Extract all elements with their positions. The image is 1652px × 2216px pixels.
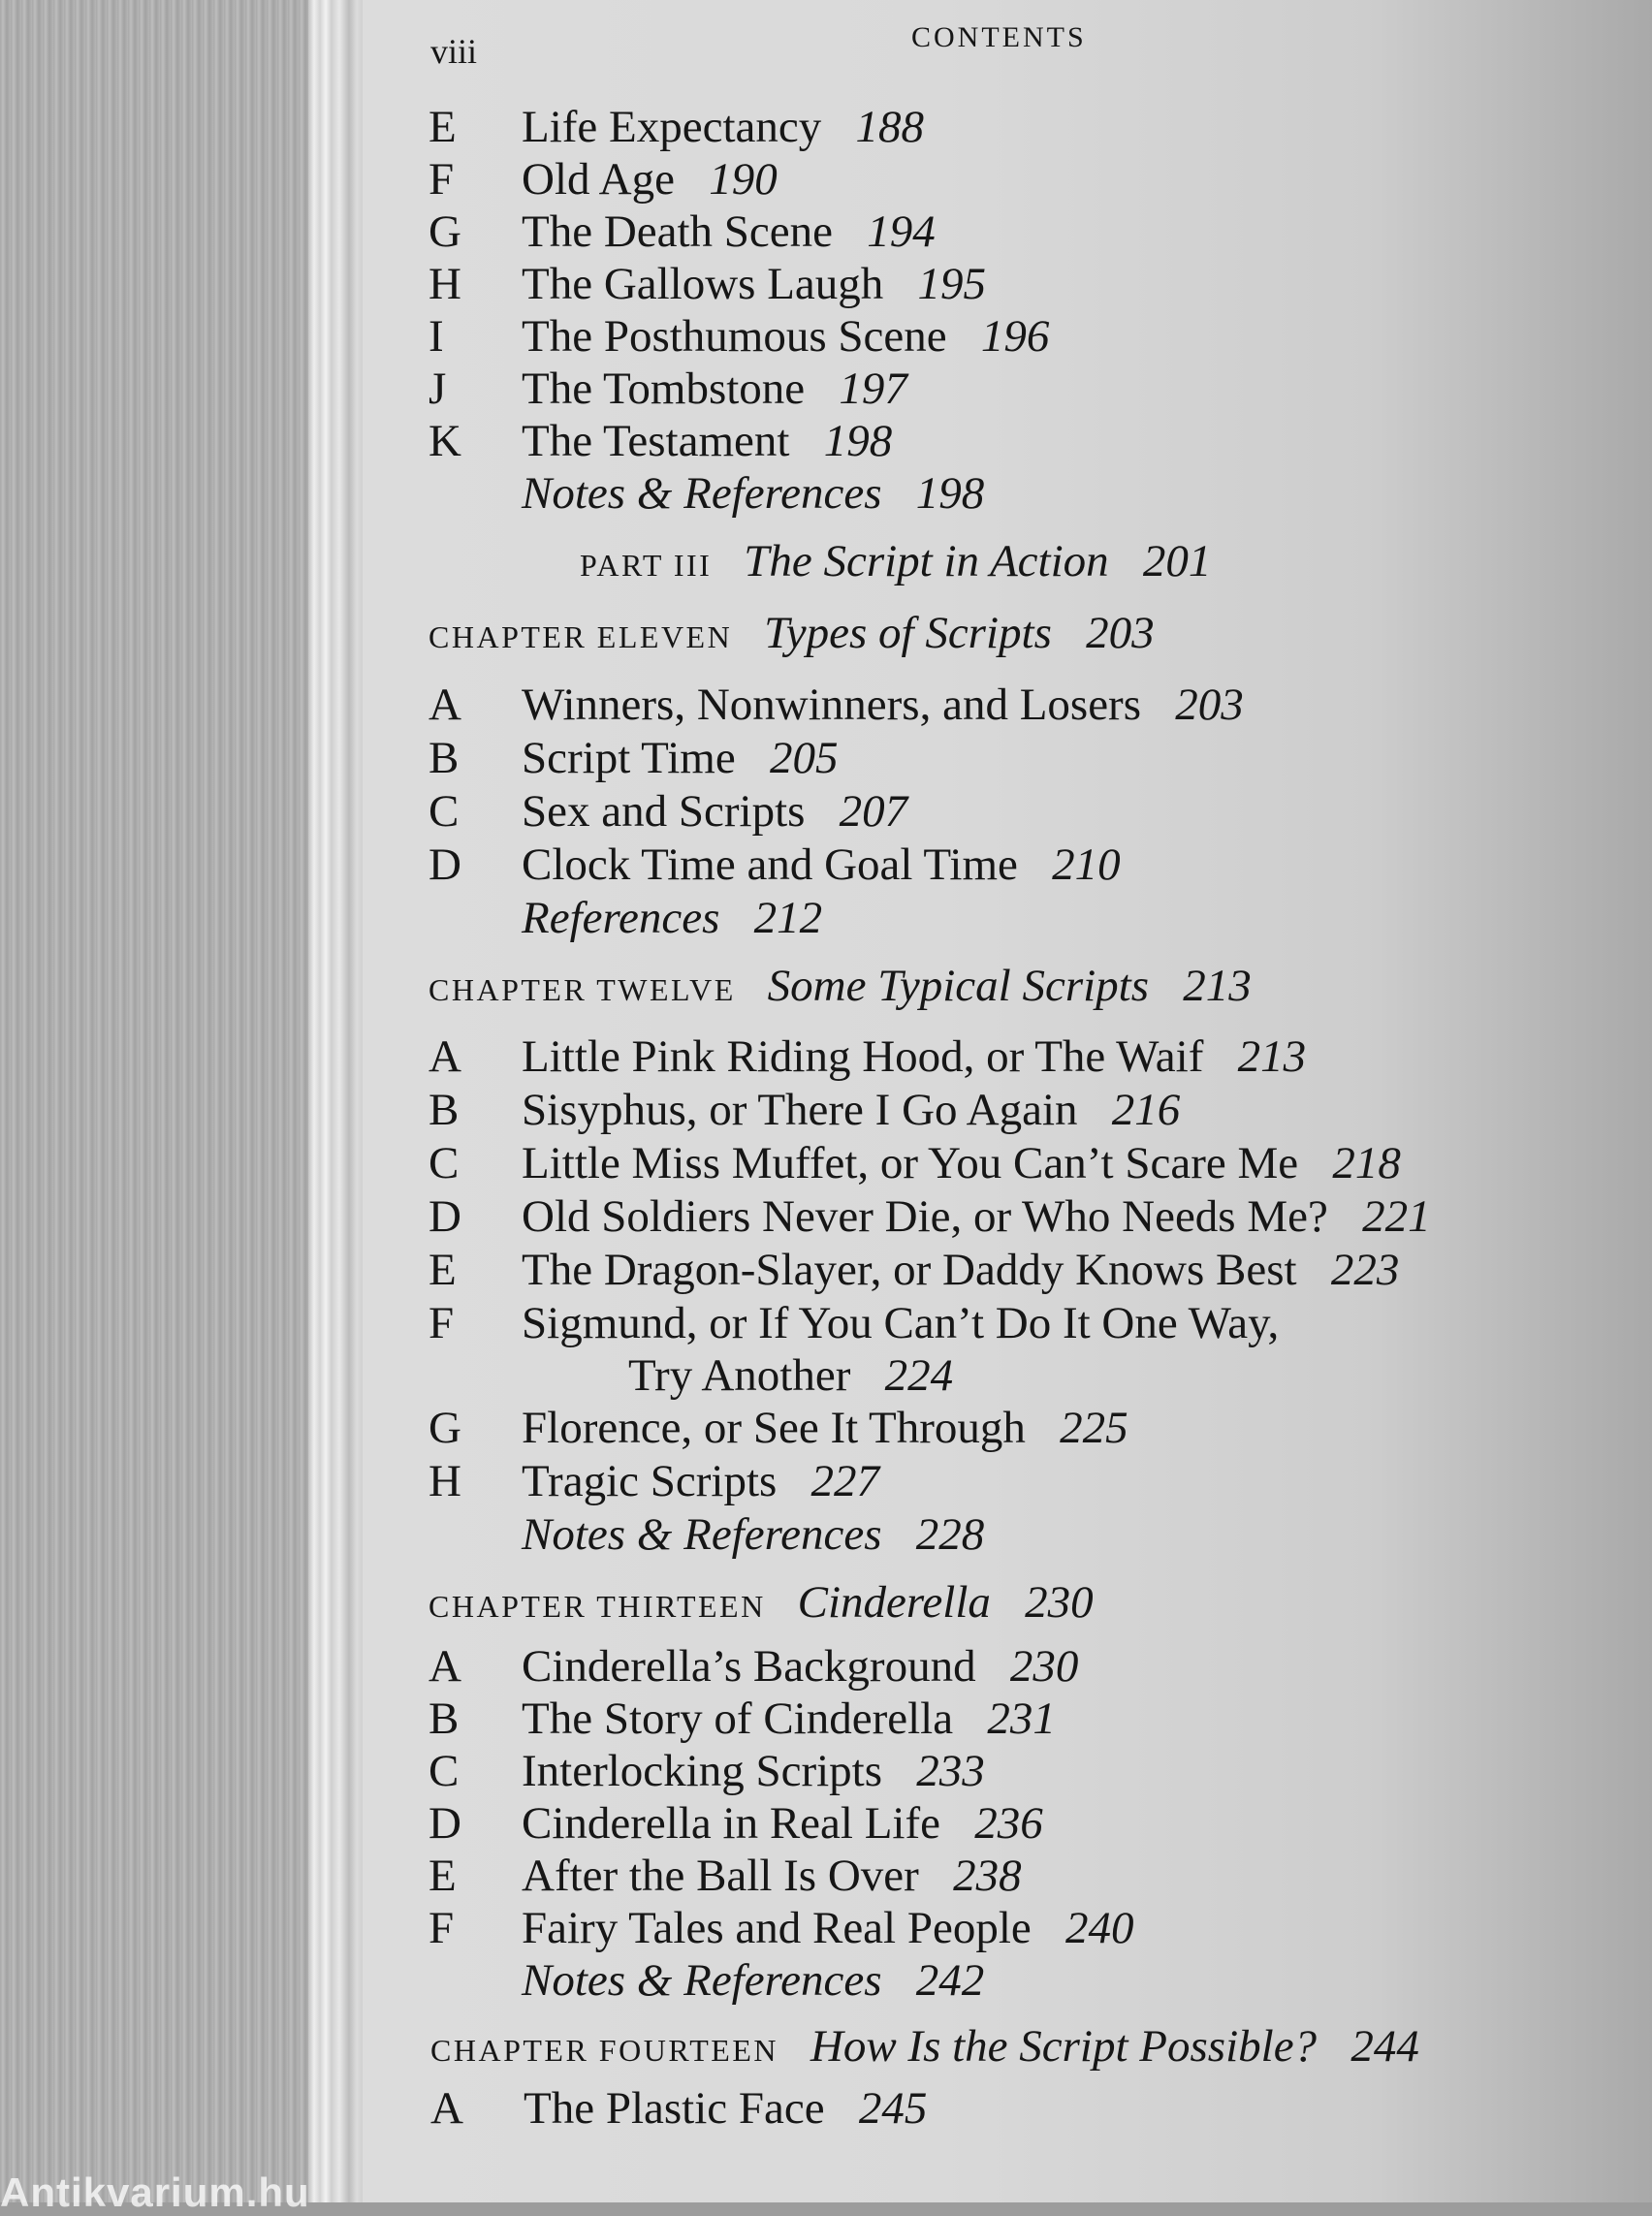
entry-page: 197 [839,364,907,414]
entry-title: Try Another [628,1350,851,1401]
entry-letter: B [429,1085,460,1135]
entry-page: 203 [1175,680,1244,730]
entry-title-line [522,415,892,467]
page-number: viii [430,32,478,71]
entry-letter: K [429,416,461,466]
entry-title-line [522,363,907,415]
entry-title-line [522,1402,1128,1454]
chapter-title: How Is the Script Possible? [810,2021,1318,2072]
entry-title-line [522,1797,1043,1850]
entry-letter: B [429,1694,460,1744]
notes-references [522,1954,984,2007]
entry-page: 207 [839,786,908,837]
part-heading [580,535,1211,587]
entry-page: 213 [1237,1031,1307,1082]
notes-text: References [522,893,720,943]
entry-title: The Dragon-Slayer, or Daddy Knows Best [522,1245,1297,1295]
part-label: PART III [580,548,713,583]
entry-page: 227 [810,1456,880,1506]
entry-page: 218 [1332,1138,1401,1188]
entry-title: The Gallows Laugh [522,259,884,309]
entry-title-line [522,839,1121,891]
notes-text: Notes & References [522,1955,882,2006]
entry-title-line [522,310,1049,363]
notes-references [522,467,984,520]
chapter-label: CHAPTER THIRTEEN [429,1589,766,1624]
watermark: Antikvarium.hu [0,2169,310,2215]
facing-page [0,0,325,2202]
entry-letter: D [429,839,461,890]
entry-title-line [522,1693,1056,1745]
entry-title: Little Miss Muffet, or You Can’t Scare Me [522,1138,1299,1188]
entry-page: 236 [974,1798,1043,1849]
entry-letter: D [429,1191,461,1242]
chapter-page: 230 [1025,1577,1094,1628]
chapter-page: 244 [1350,2021,1419,2072]
entry-letter: A [430,2083,463,2134]
entry-title: Life Expectancy [522,102,822,152]
entry-title: Cinderella in Real Life [522,1798,940,1849]
entry-title-line [522,153,778,206]
entry-letter: G [429,206,461,257]
notes-page: 242 [915,1955,985,2006]
chapter-title: Cinderella [797,1577,991,1628]
entry-title: Little Pink Riding Hood, or The Waif [522,1031,1204,1082]
entry-title-line [524,2082,927,2135]
entry-title-line [522,1745,985,1797]
entry-title: Sigmund, or If You Can’t Do It One Way, [522,1298,1280,1348]
entry-page: 196 [980,311,1050,362]
entry-page: 210 [1052,839,1121,890]
chapter-page: 213 [1183,961,1252,1011]
contents-page [363,0,1652,2202]
entry-title: Tragic Scripts [522,1456,778,1506]
chapter-heading [429,960,1252,1012]
notes-text: Notes & References [522,468,882,519]
entry-title-line [522,1030,1306,1083]
page-edges [308,0,363,2202]
entry-page: 233 [916,1746,985,1796]
entry-title: Old Soldiers Never Die, or Who Needs Me? [522,1191,1328,1242]
chapter-title: Types of Scripts [764,608,1052,658]
entry-title-line [522,1190,1431,1243]
entry-page: 205 [769,733,839,783]
entry-title: The Testament [522,416,790,466]
entry-letter: F [429,1298,455,1348]
entry-title-line [522,1902,1134,1954]
entry-title: Interlocking Scripts [522,1746,883,1796]
entry-title: The Plastic Face [524,2083,825,2134]
entry-letter: A [429,680,461,730]
entry-letter: A [429,1641,461,1692]
entry-title-line [522,785,907,838]
entry-letter: C [429,1746,460,1796]
entry-page: 188 [855,102,924,152]
entry-page: 221 [1362,1191,1431,1242]
entry-title-line [522,258,986,310]
entry-letter: C [429,786,460,837]
entry-title: The Story of Cinderella [522,1694,954,1744]
notes-page: 198 [915,468,985,519]
entry-letter: E [429,1851,457,1901]
entry-title: The Posthumous Scene [522,311,947,362]
entry-letter: H [429,1456,461,1506]
entry-page: 223 [1330,1245,1400,1295]
entry-title-line [522,1137,1401,1189]
entry-title-line [522,1244,1399,1296]
entry-title-line [628,1349,953,1402]
entry-page: 225 [1060,1403,1128,1453]
notes-page: 228 [915,1509,985,1560]
entry-title-line [522,1640,1078,1693]
entry-page: 195 [917,259,987,309]
entry-title-line [522,679,1244,731]
entry-title-line [522,101,924,153]
entry-title: Clock Time and Goal Time [522,839,1018,890]
chapter-title: Some Typical Scripts [767,961,1150,1011]
entry-letter: E [429,1245,457,1295]
entry-title: Script Time [522,733,736,783]
entry-letter: E [429,102,457,152]
entry-letter: A [429,1031,461,1082]
entry-letter: H [429,259,461,309]
entry-page: 194 [867,206,936,257]
chapter-label: CHAPTER ELEVEN [429,619,733,654]
entry-letter: D [429,1798,461,1849]
entry-page: 224 [884,1350,954,1401]
entry-page: 190 [709,154,778,205]
running-title: CONTENTS [911,21,1087,53]
entry-title: Cinderella’s Background [522,1641,976,1692]
chapter-page: 203 [1086,608,1155,658]
entry-page: 238 [953,1851,1022,1901]
chapter-label: CHAPTER TWELVE [429,972,736,1007]
entry-letter: B [429,733,460,783]
notes-references [522,892,822,944]
entry-page: 230 [1009,1641,1079,1692]
chapter-heading [430,2020,1419,2073]
entry-page: 216 [1111,1085,1181,1135]
chapter-label: CHAPTER FOURTEEN [430,2033,778,2068]
entry-title: Fairy Tales and Real People [522,1903,1032,1953]
entry-title-line [522,732,838,784]
notes-references [522,1508,984,1561]
part-title: The Script in Action [744,536,1109,586]
entry-page: 240 [1065,1903,1134,1953]
entry-page: 245 [858,2083,928,2134]
entry-title-line [522,1084,1180,1136]
entry-title: Sex and Scripts [522,786,806,837]
entry-title: After the Ball Is Over [522,1851,919,1901]
entry-title-line [522,206,936,258]
entry-title: The Death Scene [522,206,834,257]
notes-text: Notes & References [522,1509,882,1560]
entry-letter: F [429,1903,455,1953]
entry-title: The Tombstone [522,364,806,414]
chapter-heading [429,1576,1094,1629]
entry-title: Florence, or See It Through [522,1403,1026,1453]
entry-page: 231 [987,1694,1056,1744]
entry-title-line [522,1297,1279,1349]
entry-title: Sisyphus, or There I Go Again [522,1085,1078,1135]
entry-title-line [522,1455,879,1507]
entry-page: 198 [823,416,893,466]
entry-title: Winners, Nonwinners, and Losers [522,680,1141,730]
entry-letter: J [429,364,447,414]
entry-title-line [522,1850,1022,1902]
entry-title: Old Age [522,154,675,205]
entry-letter: F [429,154,455,205]
entry-letter: I [429,311,444,362]
part-page: 201 [1142,536,1212,586]
entry-letter: G [429,1403,461,1453]
notes-page: 212 [753,893,823,943]
entry-letter: C [429,1138,460,1188]
chapter-heading [429,607,1155,659]
